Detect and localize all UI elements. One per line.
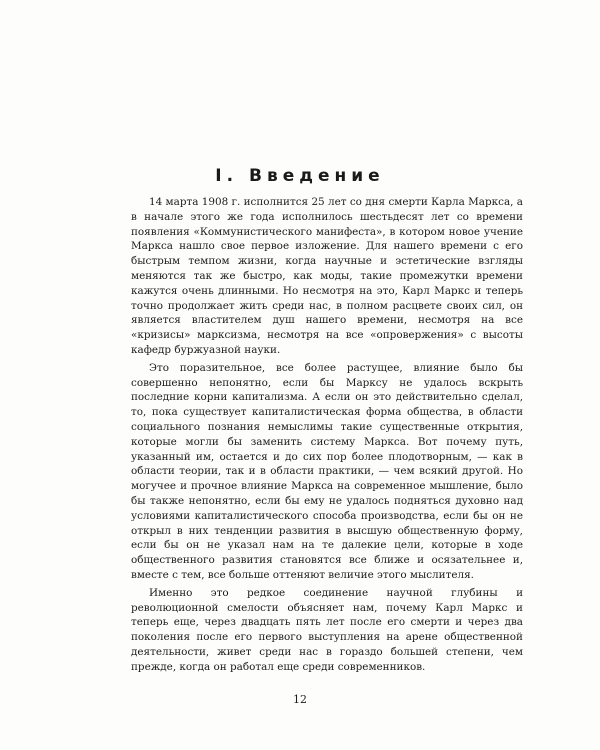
chapter-title: I. Введение bbox=[215, 166, 385, 186]
paragraph-2: Это поразительное, все более растущее, влияние было бы совершенно непонятно, если бы Марксу не удалось вскрыть последние корни капитализма. А если он это действительно сделал, то, пока существует капиталистическая форма общества, в области социального познания немыслимы такие существенные открытия, которые могли бы заменить систему Маркса. Вот почему путь, указанный им, остается и до сих пор более плодотворным, — как в области теории, так и в области практики, — чем всякий другой. Но могучее и прочное влияние Маркса на современное мышление, было бы также непонятно, если бы ему не удалось подняться духовно над условиями капиталистического способа производства, если бы он не открыл в них тенденции развития в высшую общественную форму, если бы он не указал нам на те далекие цели, которые в ходе общественного развития становятся все ближе и осязательнее и, вместе с тем, все больше оттеняют величие этого мыслителя. bbox=[131, 361, 523, 581]
page-number: 12 bbox=[293, 693, 307, 706]
paragraph-3: Именно это редкое соединение научной глубины и революционной смелости объясняет нам, почему Карл Маркс и теперь еще, через двадцать пять лет после его смерти и через два поколения после его первого выступления на арене общественной деятельности, живет среди нас в гораздо большей степени, чем прежде, когда он работал еще среди современников. bbox=[131, 586, 523, 673]
paragraph-1: 14 марта 1908 г. исполнится 25 лет со дня смерти Карла Маркса, а в начале этого же года исполнилось шестьдесят лет со времени появления «Коммунистического манифеста», в котором новое учение Маркса нашло свое первое изложение. Для нашего времени с его быстрым темпом жизни, когда научные и эстетические взгляды меняются так же быстро, как моды, такие промежутки времени кажутся очень длинными. Но несмотря на это, Карл Маркс и теперь точно продолжает жить среди нас, в полном расцвете своих сил, он является властителем душ нашего времени, несмотря на все «кризисы» марксизма, несмотря на все «опровержения» с высоты кафедр буржуазной науки. bbox=[131, 196, 523, 356]
chapter-body bbox=[131, 195, 523, 678]
